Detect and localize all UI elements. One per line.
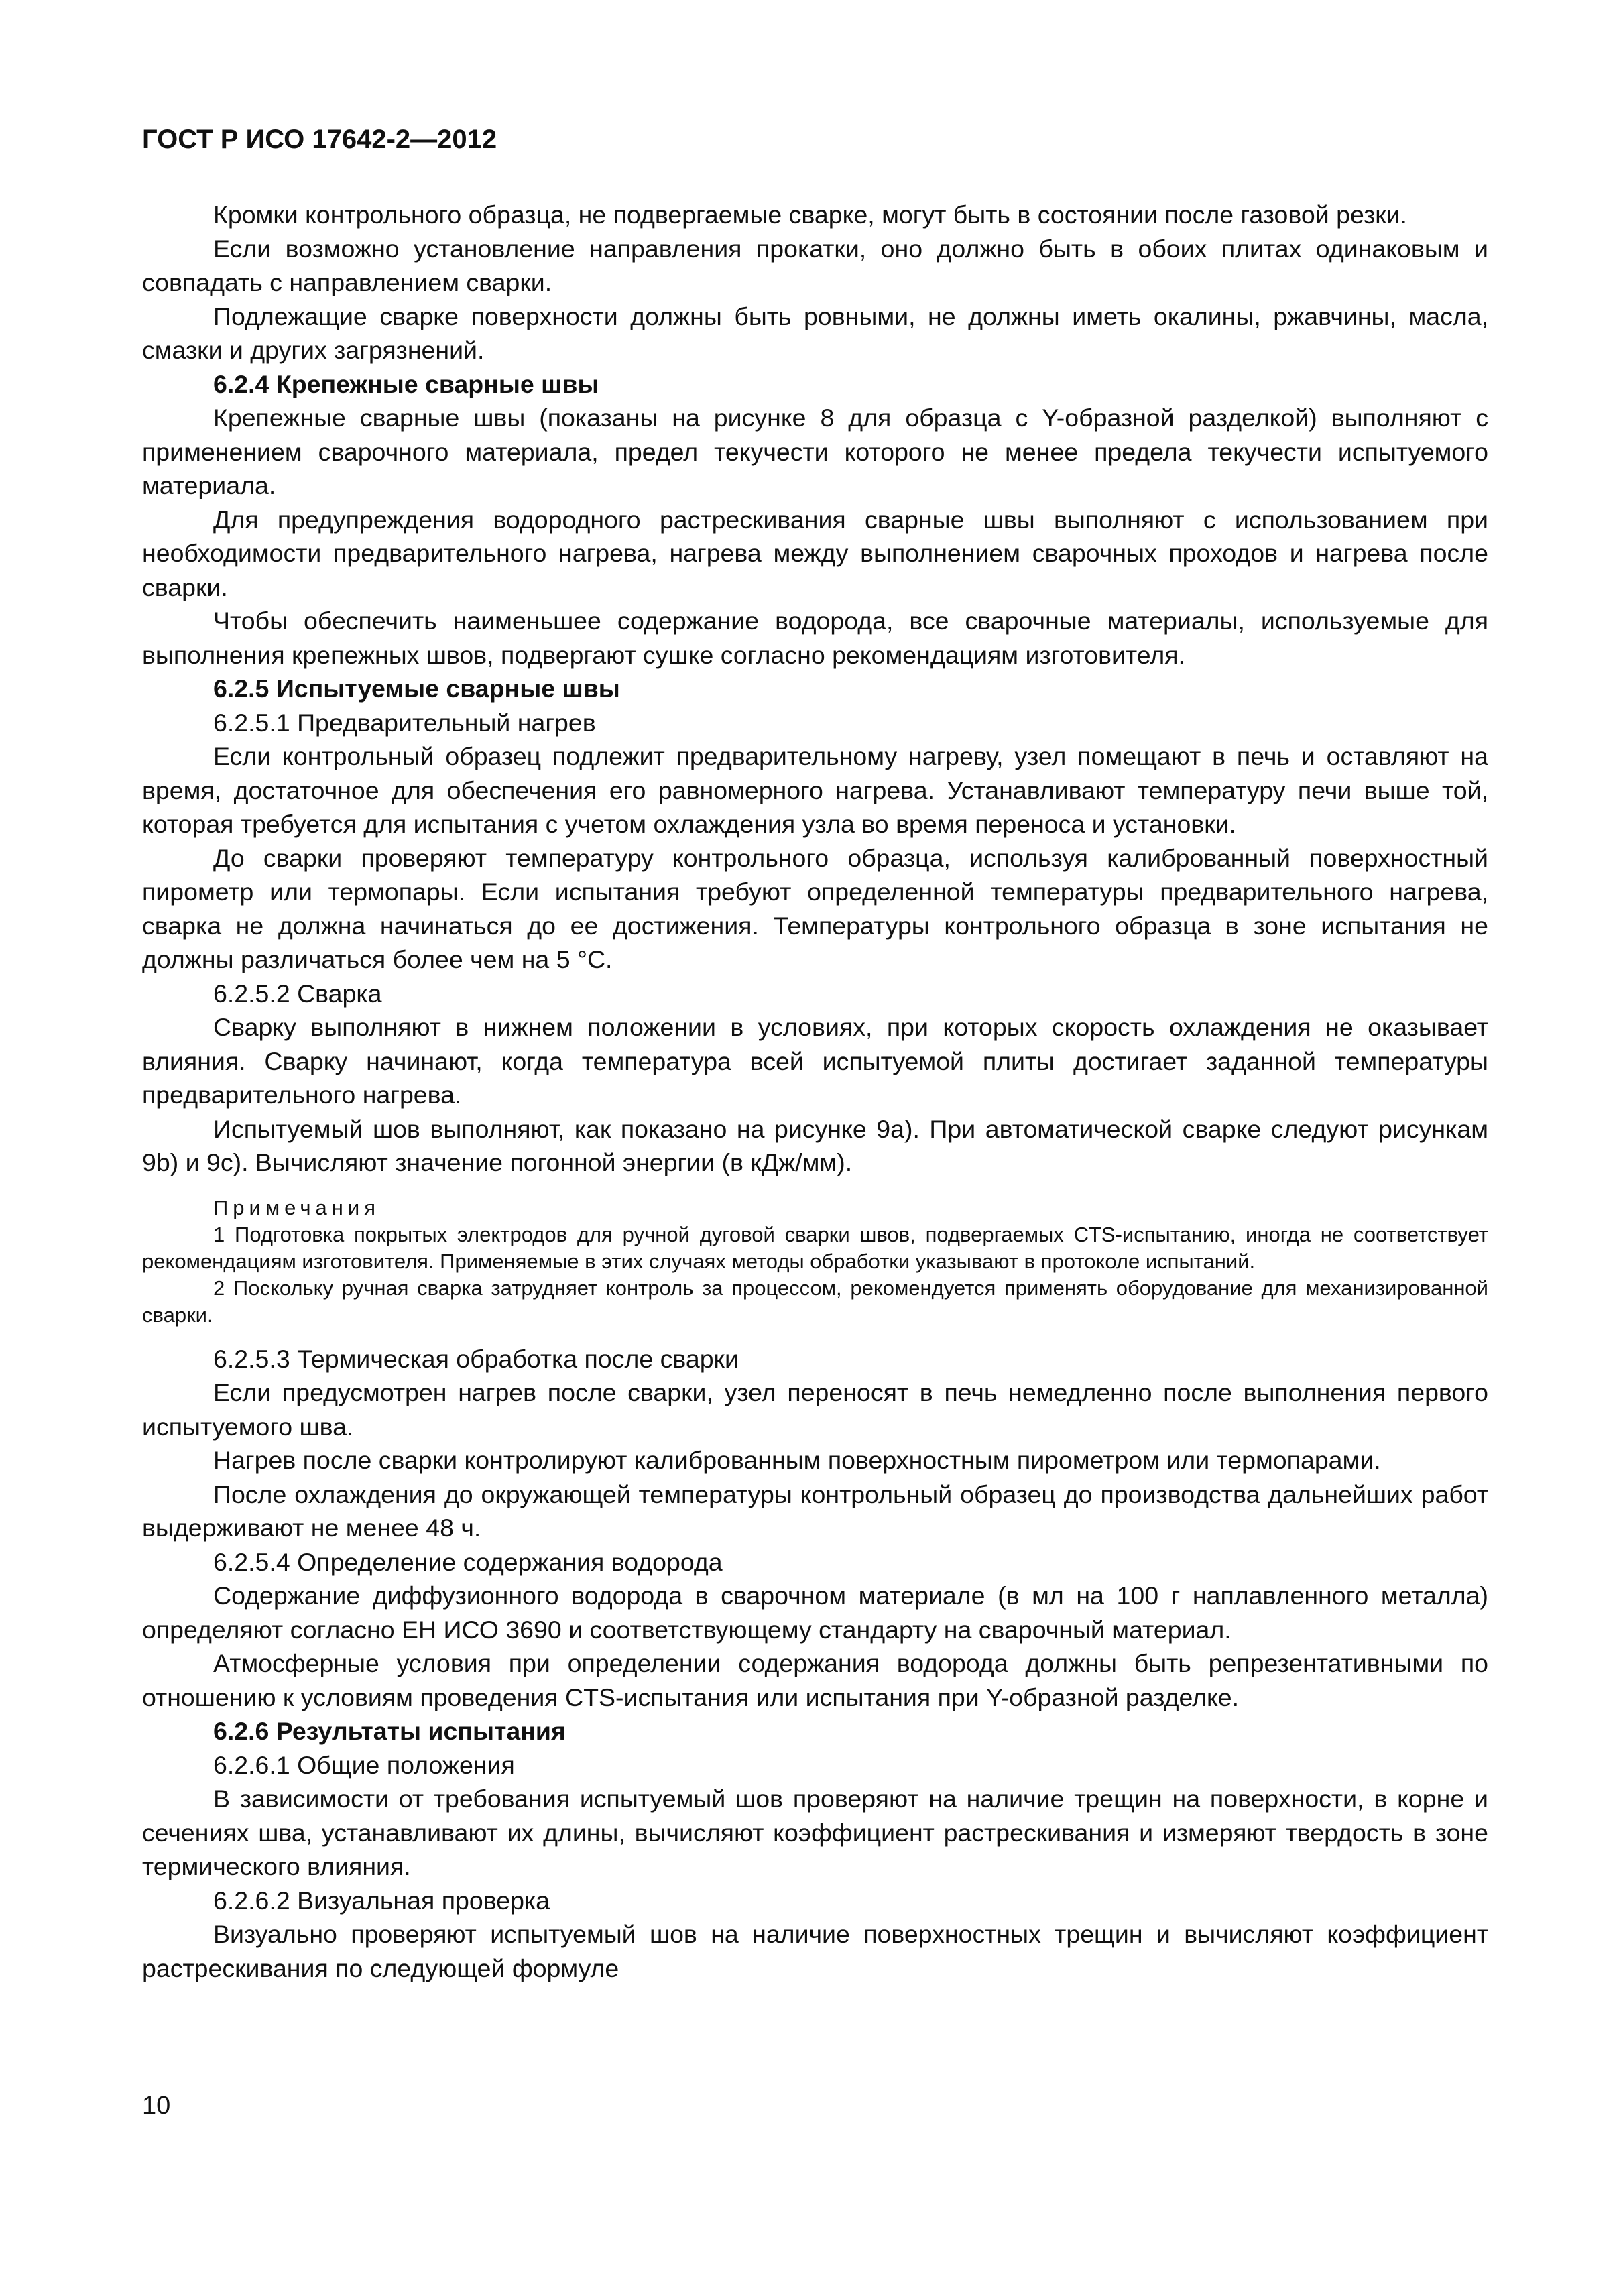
paragraph: До сварки проверяют температуру контрольного образца, используя калиброванный поверхностный пирометр или термопары. Если испытания требуют определенной температуры предварительного нагрева, сварка не должна начинаться до ее достижения. Температуры контрольного образца в зоне испытания не должны различаться более чем на 5 °C. bbox=[142, 843, 1488, 973]
paragraph: Для предупреждения водородного растрескивания сварные швы выполняют с использованием при необходимости предварительного нагрева, нагрева между выполнением сварочных проходов и нагрева после сварки. bbox=[142, 505, 1488, 601]
paragraph: Сварку выполняют в нижнем положении в условиях, при которых скорость охлаждения не оказывает влияния. Сварку начинают, когда температура всей испытуемой плиты достигает заданной температуры предварительного нагрева. bbox=[142, 1013, 1488, 1109]
paragraph: Визуально проверяют испытуемый шов на наличие поверхностных трещин и вычисляют коэффициент растрескивания по следующей формуле bbox=[142, 1920, 1488, 1982]
subsection-heading: 6.2.5.3 Термическая обработка после сварки bbox=[213, 1344, 739, 1373]
paragraph: Кромки контрольного образца, не подвергаемые сварке, могут быть в состоянии после газовой резки. bbox=[213, 200, 1407, 229]
page-number: 10 bbox=[142, 2092, 171, 2120]
paragraph: В зависимости от требования испытуемый шов проверяют на наличие трещин на поверхности, в корне и сечениях шва, устанавливают их длины, вычисляют коэффициент растрескивания и измеряют твердость в зоне термического влияния. bbox=[142, 1785, 1488, 1880]
paragraph: Атмосферные условия при определении содержания водорода должны быть репрезентативными по отношению к условиям проведения CTS-испытания или испытания при Y-образной разделке. bbox=[142, 1649, 1488, 1711]
section-heading: 6.2.5 Испытуемые сварные швы bbox=[213, 674, 620, 703]
subsection-heading: 6.2.5.2 Сварка bbox=[213, 979, 382, 1008]
section-heading: 6.2.4 Крепежные сварные швы bbox=[213, 369, 599, 398]
section-heading: 6.2.6 Результаты испытания bbox=[213, 1717, 566, 1745]
paragraph: После охлаждения до окружающей температуры контрольный образец до производства дальнейших работ выдерживают не менее 48 ч. bbox=[142, 1479, 1488, 1542]
note-item: 1 Подготовка покрытых электродов для ручной дуговой сварки швов, подвергаемых CTS-испытанию, иногда не соответствует рекомендациям изготовителя. Применяемые в этих случаях методы обработки указывают в протоколе испытаний. bbox=[142, 1222, 1488, 1273]
subsection-heading: 6.2.5.1 Предварительный нагрев bbox=[213, 708, 596, 737]
subsection-heading: 6.2.5.4 Определение содержания водорода bbox=[213, 1547, 723, 1576]
paragraph: Содержание диффузионного водорода в сварочном материале (в мл на 100 г наплавленного металла) определяют согласно ЕН ИСО 3690 и соответствующему стандарту на сварочный материал. bbox=[142, 1581, 1488, 1644]
paragraph: Испытуемый шов выполняют, как показано на рисунке 9a). При автоматической сварке следуют рисункам 9b) и 9c). Вычисляют значение погонной энергии (в кДж/мм). bbox=[142, 1114, 1488, 1176]
paragraph: Если возможно установление направления прокатки, оно должно быть в обоих плитах одинаковым и совпадать с направлением сварки. bbox=[142, 234, 1488, 296]
paragraph: Если контрольный образец подлежит предварительному нагреву, узел помещают в печь и оставляют на время, достаточное для обеспечения его равномерного нагрева. Устанавливают температуру печи выше той, которая требуется для испытания с учетом охлаждения узла во время переноса и установки. bbox=[142, 742, 1488, 838]
page-content bbox=[142, 198, 1488, 1985]
paragraph: Подлежащие сварке поверхности должны быть ровными, не должны иметь окалины, ржавчины, масла, смазки и других загрязнений. bbox=[142, 302, 1488, 364]
paragraph: Если предусмотрен нагрев после сварки, узел переносят в печь немедленно после выполнения первого испытуемого шва. bbox=[142, 1378, 1488, 1441]
paragraph: Нагрев после сварки контролируют калиброванным поверхностным пирометром или термопарами. bbox=[213, 1446, 1381, 1474]
note-item: 2 Поскольку ручная сварка затрудняет контроль за процессом, рекомендуется применять оборудование для механизированной сварки. bbox=[142, 1276, 1488, 1327]
document-header: ГОСТ Р ИСО 17642-2—2012 bbox=[142, 125, 497, 154]
notes-block bbox=[142, 1195, 1488, 1329]
paragraph: Крепежные сварные швы (показаны на рисунке 8 для образца с Y-образной разделкой) выполняют с применением сварочного материала, предел текучести которого не менее предела текучести испытуемого материала. bbox=[142, 404, 1488, 499]
notes-title: Примечания bbox=[213, 1195, 380, 1219]
paragraph: Чтобы обеспечить наименьшее содержание водорода, все сварочные материалы, используемые для выполнения крепежных швов, подвергают сушке согласно рекомендациям изготовителя. bbox=[142, 607, 1488, 669]
subsection-heading: 6.2.6.1 Общие положения bbox=[213, 1750, 515, 1779]
subsection-heading: 6.2.6.2 Визуальная проверка bbox=[213, 1886, 550, 1915]
